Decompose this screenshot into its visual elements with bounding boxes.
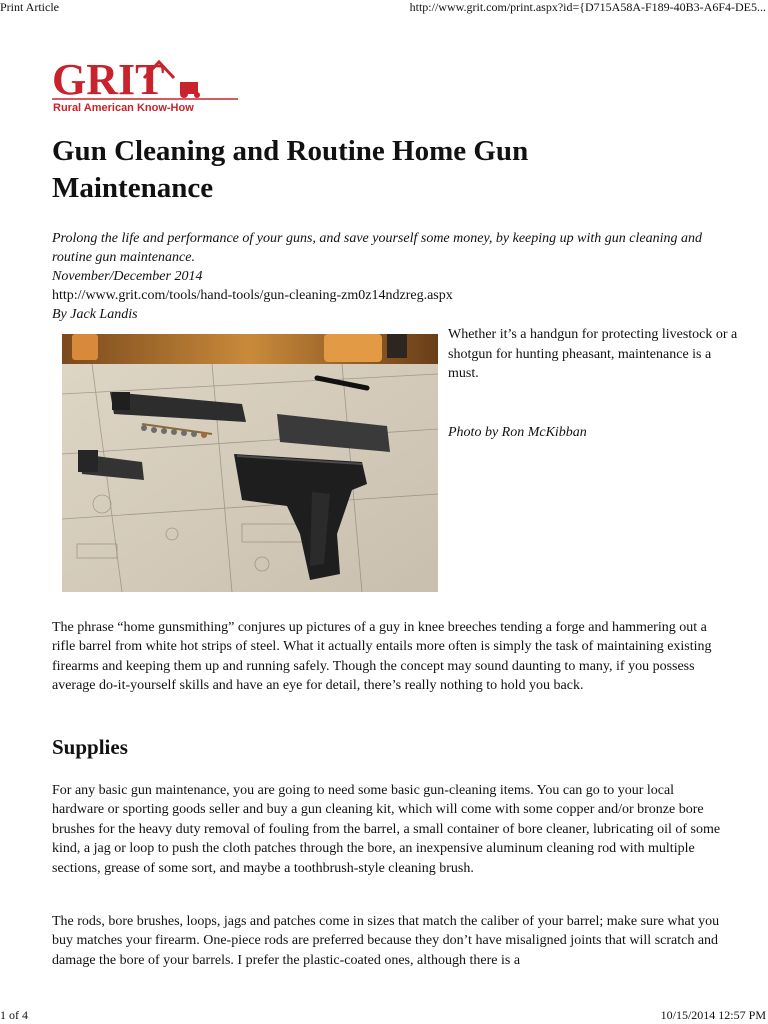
logo-tagline: Rural American Know-How — [53, 102, 194, 114]
photo-caption: Whether it’s a handgun for protecting livestock or a shotgun for hunting pheasant, maintenance is a must. — [448, 327, 738, 381]
grit-logo[interactable] — [52, 52, 242, 116]
page-count: 1 of 4 — [0, 1008, 28, 1022]
article-dek: Prolong the life and performance of your guns, and save yourself some money, by keeping up with gun cleaning and routine gun maintenance. — [52, 231, 702, 265]
print-timestamp: 10/15/2014 12:57 PM — [660, 1008, 766, 1022]
handgun-photo-image — [62, 334, 438, 592]
article-url[interactable]: http://www.grit.com/tools/hand-tools/gun-cleaning-zm0z14ndzreg.aspx — [52, 288, 453, 303]
logo-wordmark: GRIT — [52, 55, 165, 104]
paragraph-rods: The rods, bore brushes, loops, jags and patches come in sizes that match the caliber of your barrel; make sure what you buy matches your firearm. One-piece rods are preferred because they don’t have misaligned joints that will scratch and damage the bore of your barrels. I prefer the plastic-coated ones, although there is a — [52, 914, 720, 968]
article-date: November/December 2014 — [52, 269, 203, 284]
paragraph-supplies: For any basic gun maintenance, you are going to need some basic gun-cleaning items. You can go to your local hardware or sporting goods seller and buy a gun cleaning kit, which will come with some copper and/or bronze bore brushes for the heavy duty removal of fouling from the barrel, a small container of bore cleaner, lubricating oil of some kind, a jag or loop to push the cloth patches through the bore, an inexpensive aluminum cleaning rod with multiple sections, grease of some sort, and maybe a toothbrush-style cleaning brush. — [52, 783, 721, 876]
article-title: Gun Cleaning and Routine Home Gun Maintenance — [52, 135, 529, 204]
photo-credit: Photo by Ron McKibban — [448, 425, 587, 440]
article-photo — [62, 334, 438, 592]
article-byline: By Jack Landis — [52, 307, 138, 322]
print-header-url: http://www.grit.com/print.aspx?id={D715A58A-F189-40B3-A6F4-DE5... — [409, 0, 766, 14]
print-header-title: Print Article — [0, 0, 59, 14]
article-meta — [52, 229, 732, 324]
section-heading-supplies: Supplies — [52, 735, 128, 759]
paragraph-intro: The phrase “home gunsmithing” conjures up pictures of a guy in knee breeches tending a forge and hammering out a rifle barrel from white hot strips of steel. What it actually entails more often is simply the task of maintaining existing firearms and keeping them up and running safely. Though the concept may sound daunting to many, if you possess average do-it-yourself skills and have an eye for detail, there’s really nothing to hold you back. — [52, 620, 712, 694]
